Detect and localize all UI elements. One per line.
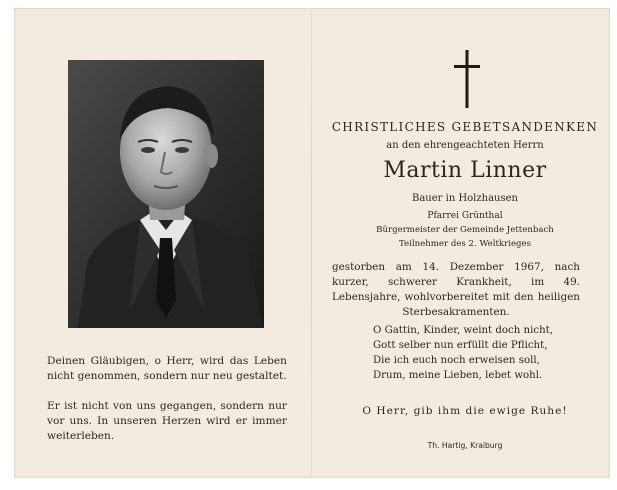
death-notice: gestorben am 14. Dezember 1967, nach kurzer, schwerer Krankheit, im 49. Lebensjahre, wohlvorbereitet mit den heiligen Sterbesakramenten. <box>332 261 580 318</box>
cross-icon <box>452 50 482 108</box>
parish-line: Pfarrei Grünthal <box>427 211 503 221</box>
occupation-line: Bauer in Holzhausen <box>412 193 518 204</box>
card-fold <box>311 8 312 478</box>
card-subheading: an den ehrengeachteten Herrn <box>386 140 544 151</box>
poem-line: Die ich euch noch erweisen soll, <box>373 355 540 366</box>
left-paragraph-2: Er ist nicht von uns gegangen, sondern nur vor uns. In unseren Herzen wird er immer weiterleben. <box>47 400 287 442</box>
war-veteran-line: Teilnehmer des 2. Weltkrieges <box>398 239 532 249</box>
poem-line: O Gattin, Kinder, weint doch nicht, <box>373 325 553 336</box>
closing-prayer: O Herr, gib ihm die ewige Ruhe! <box>362 405 568 417</box>
printer-credit: Th. Hartig, Kraiburg <box>427 441 503 450</box>
portrait-photo <box>68 60 264 328</box>
deceased-name: Martin Linner <box>383 158 547 183</box>
card-heading: CHRISTLICHES GEBETSANDENKEN <box>331 120 599 134</box>
poem-line: Drum, meine Lieben, lebet wohl. <box>373 370 543 381</box>
poem-line: Gott selber nun erfüllt die Pflicht, <box>373 340 548 351</box>
poem <box>373 323 593 383</box>
office-line: Bürgermeister der Gemeinde Jettenbach <box>376 225 554 235</box>
left-paragraph-1: Deinen Gläubigen, o Herr, wird das Leben nicht genommen, sondern nur neu gestaltet. <box>47 355 287 382</box>
